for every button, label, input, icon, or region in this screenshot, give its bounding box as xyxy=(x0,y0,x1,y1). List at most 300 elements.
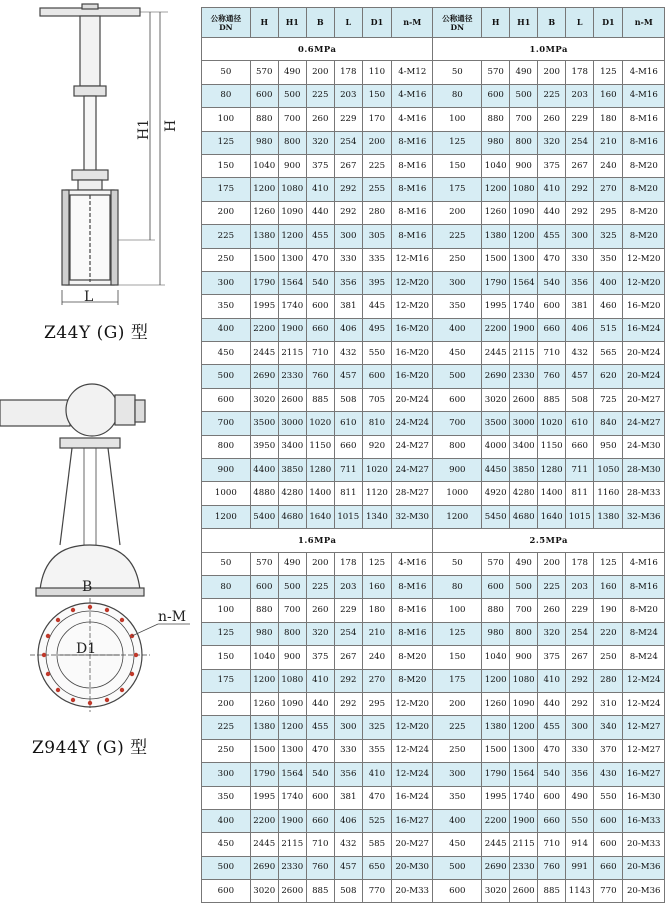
table-cell: 225 xyxy=(306,84,334,107)
table-cell: 600 xyxy=(594,833,623,856)
table-cell: 12-M24 xyxy=(392,739,433,762)
table-cell: 1900 xyxy=(510,809,538,832)
table-cell: 8-M16 xyxy=(392,575,433,598)
table-cell: 350 xyxy=(202,786,251,809)
h1-label: H1 xyxy=(136,118,152,140)
table-cell: 16-M20 xyxy=(392,342,433,365)
table-cell: 32-M36 xyxy=(623,505,665,528)
table-cell: 175 xyxy=(433,669,482,692)
table-cell: 150 xyxy=(362,84,391,107)
table-cell: 490 xyxy=(510,552,538,575)
table-cell: 800 xyxy=(433,435,482,458)
nm-header-right: n-M xyxy=(623,8,665,38)
table-cell: 710 xyxy=(306,833,334,856)
table-cell: 1380 xyxy=(250,225,278,248)
table-cell: 200 xyxy=(538,552,566,575)
table-cell: 600 xyxy=(362,365,391,388)
table-cell: 400 xyxy=(202,809,251,832)
table-cell: 1120 xyxy=(362,482,391,505)
table-row xyxy=(202,365,665,388)
table-cell: 980 xyxy=(482,131,510,154)
table-cell: 470 xyxy=(538,739,566,762)
table-cell: 770 xyxy=(594,880,623,903)
table-cell: 1790 xyxy=(482,271,510,294)
table-cell: 570 xyxy=(250,552,278,575)
table-cell: 1260 xyxy=(482,692,510,715)
table-cell: 550 xyxy=(594,786,623,809)
table-row xyxy=(202,178,665,201)
table-cell: 1080 xyxy=(510,669,538,692)
table-cell: 260 xyxy=(538,599,566,622)
table-cell: 1015 xyxy=(566,505,594,528)
table-cell: 610 xyxy=(566,412,594,435)
table-cell: 330 xyxy=(334,248,362,271)
table-cell: 80 xyxy=(202,84,251,107)
table-cell: 600 xyxy=(538,786,566,809)
table-cell: 210 xyxy=(594,131,623,154)
table-cell: 300 xyxy=(433,271,482,294)
table-row xyxy=(202,435,665,458)
table-cell: 711 xyxy=(566,459,594,482)
table-cell: 254 xyxy=(566,622,594,645)
table-cell: 2200 xyxy=(250,318,278,341)
table-cell: 1564 xyxy=(510,763,538,786)
table-cell: 2330 xyxy=(278,365,306,388)
table-cell: 3500 xyxy=(482,412,510,435)
h-header-left: H xyxy=(250,8,278,38)
table-cell: 12-M20 xyxy=(623,248,665,271)
table-cell: 270 xyxy=(362,669,391,692)
table-cell: 1143 xyxy=(566,880,594,903)
table-cell: 1150 xyxy=(538,435,566,458)
table-cell: 660 xyxy=(538,809,566,832)
table-cell: 980 xyxy=(482,622,510,645)
table-cell: 20-M27 xyxy=(392,833,433,856)
spec-table-wrap xyxy=(201,7,665,896)
table-cell: 28-M33 xyxy=(623,482,665,505)
table-cell: 470 xyxy=(306,248,334,271)
table-cell: 4680 xyxy=(510,505,538,528)
table-cell: 585 xyxy=(362,833,391,856)
table-cell: 270 xyxy=(594,178,623,201)
table-cell: 770 xyxy=(362,880,391,903)
table-cell: 267 xyxy=(566,646,594,669)
table-row xyxy=(202,248,665,271)
table-cell: 292 xyxy=(566,669,594,692)
table-cell: 355 xyxy=(362,739,391,762)
table-cell: 600 xyxy=(433,880,482,903)
table-cell: 292 xyxy=(334,692,362,715)
table-cell: 1160 xyxy=(594,482,623,505)
table-cell: 455 xyxy=(538,225,566,248)
table-cell: 125 xyxy=(433,622,482,645)
table-cell: 1040 xyxy=(482,154,510,177)
table-cell: 100 xyxy=(433,108,482,131)
table-cell: 8-M16 xyxy=(623,575,665,598)
table-cell: 16-M30 xyxy=(623,786,665,809)
table-cell: 1740 xyxy=(278,295,306,318)
table-cell: 1995 xyxy=(482,295,510,318)
table-cell: 2330 xyxy=(510,365,538,388)
table-cell: 16-M27 xyxy=(623,763,665,786)
dn-header-left: 公称通径 DN xyxy=(202,8,251,38)
table-cell: 280 xyxy=(594,669,623,692)
table-cell: 600 xyxy=(306,786,334,809)
table-cell: 410 xyxy=(306,669,334,692)
table-cell: 2445 xyxy=(482,342,510,365)
table-row xyxy=(202,809,665,832)
table-cell: 8-M16 xyxy=(392,622,433,645)
table-cell: 12-M20 xyxy=(392,716,433,739)
table-cell: 450 xyxy=(202,833,251,856)
table-cell: 700 xyxy=(278,599,306,622)
table-cell: 1000 xyxy=(202,482,251,505)
table-cell: 175 xyxy=(433,178,482,201)
table-cell: 540 xyxy=(538,763,566,786)
table-cell: 225 xyxy=(362,154,391,177)
table-cell: 4450 xyxy=(482,459,510,482)
table-cell: 20-M24 xyxy=(392,388,433,411)
table-cell: 24-M30 xyxy=(623,435,665,458)
table-cell: 1020 xyxy=(362,459,391,482)
table-cell: 710 xyxy=(306,342,334,365)
table-cell: 660 xyxy=(306,809,334,832)
table-cell: 280 xyxy=(362,201,391,224)
table-cell: 80 xyxy=(202,575,251,598)
nm-header-left: n-M xyxy=(392,8,433,38)
table-cell: 8-M16 xyxy=(392,178,433,201)
table-cell: 3020 xyxy=(482,880,510,903)
table-cell: 760 xyxy=(538,365,566,388)
table-cell: 1200 xyxy=(510,716,538,739)
table-cell: 267 xyxy=(334,646,362,669)
table-cell: 500 xyxy=(433,856,482,879)
table-cell: 565 xyxy=(594,342,623,365)
table-cell: 515 xyxy=(594,318,623,341)
table-row xyxy=(202,271,665,294)
table-cell: 200 xyxy=(306,552,334,575)
table-cell: 660 xyxy=(594,856,623,879)
table-cell: 16-M24 xyxy=(392,786,433,809)
table-cell: 1500 xyxy=(250,739,278,762)
table-cell: 900 xyxy=(433,459,482,482)
table-cell: 125 xyxy=(433,131,482,154)
table-row xyxy=(202,763,665,786)
table-cell: 50 xyxy=(433,552,482,575)
table-cell: 203 xyxy=(334,84,362,107)
table-cell: 1015 xyxy=(334,505,362,528)
table-cell: 12-M20 xyxy=(392,271,433,294)
table-cell: 356 xyxy=(334,271,362,294)
electric-valve-drawing xyxy=(0,384,190,712)
table-cell: 300 xyxy=(202,763,251,786)
table-cell: 325 xyxy=(594,225,623,248)
table-cell: 700 xyxy=(433,412,482,435)
table-cell: 600 xyxy=(250,84,278,107)
table-cell: 525 xyxy=(362,809,391,832)
table-cell: 660 xyxy=(538,318,566,341)
table-cell: 8-M24 xyxy=(623,646,665,669)
d1-header-right: D1 xyxy=(594,8,623,38)
table-cell: 1740 xyxy=(278,786,306,809)
table-cell: 225 xyxy=(202,225,251,248)
table-cell: 200 xyxy=(362,131,391,154)
table-cell: 225 xyxy=(538,575,566,598)
table-cell: 1040 xyxy=(250,646,278,669)
table-cell: 200 xyxy=(306,61,334,84)
table-cell: 395 xyxy=(362,271,391,294)
table-cell: 210 xyxy=(362,622,391,645)
table-cell: 1040 xyxy=(482,646,510,669)
table-cell: 450 xyxy=(433,342,482,365)
table-cell: 2115 xyxy=(278,833,306,856)
table-cell: 225 xyxy=(538,84,566,107)
table-cell: 406 xyxy=(334,809,362,832)
table-cell: 540 xyxy=(538,271,566,294)
table-row xyxy=(202,786,665,809)
table-cell: 16-M24 xyxy=(623,318,665,341)
table-cell: 700 xyxy=(202,412,251,435)
table-cell: 660 xyxy=(566,435,594,458)
table-cell: 3400 xyxy=(278,435,306,458)
l-header-left: L xyxy=(334,8,362,38)
table-cell: 220 xyxy=(594,622,623,645)
table-cell: 4000 xyxy=(482,435,510,458)
table-cell: 570 xyxy=(482,61,510,84)
table-cell: 600 xyxy=(202,880,251,903)
table-cell: 24-M27 xyxy=(392,435,433,458)
table-row xyxy=(202,646,665,669)
table-cell: 1500 xyxy=(482,739,510,762)
table-cell: 350 xyxy=(433,295,482,318)
table-cell: 254 xyxy=(334,622,362,645)
table-cell: 320 xyxy=(538,131,566,154)
table-cell: 1200 xyxy=(482,669,510,692)
table-cell: 2115 xyxy=(510,833,538,856)
table-cell: 4280 xyxy=(278,482,306,505)
table-cell: 260 xyxy=(538,108,566,131)
bottom-model-caption: Z944Y (G) 型 xyxy=(32,738,148,758)
pressure-section-row xyxy=(202,38,665,61)
table-cell: 1090 xyxy=(510,692,538,715)
table-cell: 540 xyxy=(306,271,334,294)
table-cell: 811 xyxy=(334,482,362,505)
d1-header-left: D1 xyxy=(362,8,391,38)
table-cell: 12-M27 xyxy=(623,716,665,739)
table-cell: 225 xyxy=(306,575,334,598)
table-cell: 175 xyxy=(202,178,251,201)
table-cell: 178 xyxy=(566,61,594,84)
table-cell: 1200 xyxy=(250,669,278,692)
table-cell: 1200 xyxy=(510,225,538,248)
table-cell: 100 xyxy=(433,599,482,622)
table-row xyxy=(202,342,665,365)
table-cell: 455 xyxy=(306,225,334,248)
table-cell: 375 xyxy=(538,646,566,669)
table-cell: 1200 xyxy=(278,225,306,248)
table-cell: 160 xyxy=(362,575,391,598)
table-cell: 150 xyxy=(433,154,482,177)
table-cell: 1080 xyxy=(278,178,306,201)
table-cell: 880 xyxy=(250,108,278,131)
l-header-right: L xyxy=(566,8,594,38)
table-cell: 490 xyxy=(566,786,594,809)
table-row xyxy=(202,84,665,107)
table-cell: 1790 xyxy=(250,271,278,294)
table-cell: 330 xyxy=(334,739,362,762)
table-cell: 885 xyxy=(538,880,566,903)
nm-label: n-M xyxy=(158,609,187,625)
table-cell: 440 xyxy=(306,692,334,715)
table-cell: 80 xyxy=(433,84,482,107)
table-cell: 3400 xyxy=(510,435,538,458)
table-cell: 1200 xyxy=(202,505,251,528)
table-cell: 840 xyxy=(594,412,623,435)
table-cell: 760 xyxy=(306,856,334,879)
table-cell: 325 xyxy=(362,716,391,739)
table-cell: 295 xyxy=(362,692,391,715)
table-cell: 440 xyxy=(538,201,566,224)
table-cell: 600 xyxy=(538,295,566,318)
table-cell: 180 xyxy=(362,599,391,622)
table-cell: 1564 xyxy=(278,271,306,294)
table-cell: 12-M20 xyxy=(623,271,665,294)
table-row xyxy=(202,622,665,645)
table-cell: 1564 xyxy=(510,271,538,294)
table-cell: 20-M36 xyxy=(623,880,665,903)
table-row xyxy=(202,154,665,177)
table-cell: 1280 xyxy=(306,459,334,482)
table-cell: 350 xyxy=(202,295,251,318)
table-cell: 490 xyxy=(278,61,306,84)
table-cell: 5450 xyxy=(482,505,510,528)
table-cell: 811 xyxy=(566,482,594,505)
table-cell: 260 xyxy=(306,599,334,622)
table-cell: 725 xyxy=(594,388,623,411)
table-cell: 540 xyxy=(306,763,334,786)
table-cell: 292 xyxy=(334,669,362,692)
table-cell: 1500 xyxy=(482,248,510,271)
table-cell: 8-M24 xyxy=(623,622,665,645)
table-cell: 410 xyxy=(538,178,566,201)
table-row xyxy=(202,108,665,131)
table-cell: 885 xyxy=(306,880,334,903)
table-cell: 250 xyxy=(433,248,482,271)
table-cell: 4-M16 xyxy=(392,108,433,131)
table-cell: 125 xyxy=(202,622,251,645)
table-cell: 880 xyxy=(250,599,278,622)
table-cell: 508 xyxy=(334,388,362,411)
table-cell: 267 xyxy=(566,154,594,177)
table-cell: 1260 xyxy=(250,201,278,224)
table-cell: 1300 xyxy=(510,248,538,271)
table-cell: 320 xyxy=(538,622,566,645)
table-cell: 3000 xyxy=(278,412,306,435)
table-cell: 500 xyxy=(202,365,251,388)
table-cell: 356 xyxy=(334,763,362,786)
table-cell: 450 xyxy=(202,342,251,365)
table-cell: 1300 xyxy=(278,739,306,762)
table-cell: 20-M33 xyxy=(623,833,665,856)
table-cell: 810 xyxy=(362,412,391,435)
table-cell: 900 xyxy=(510,154,538,177)
table-cell: 980 xyxy=(250,622,278,645)
table-cell: 1995 xyxy=(250,295,278,318)
pressure-title-left: 1.6MPa xyxy=(202,529,433,552)
table-cell: 3000 xyxy=(510,412,538,435)
table-cell: 4-M16 xyxy=(392,84,433,107)
table-cell: 330 xyxy=(566,248,594,271)
spec-table xyxy=(201,7,665,903)
table-cell: 310 xyxy=(594,692,623,715)
table-cell: 600 xyxy=(433,388,482,411)
table-cell: 8-M20 xyxy=(623,178,665,201)
table-cell: 8-M20 xyxy=(392,646,433,669)
table-cell: 508 xyxy=(566,388,594,411)
table-cell: 490 xyxy=(278,552,306,575)
table-cell: 700 xyxy=(278,108,306,131)
table-cell: 660 xyxy=(334,435,362,458)
table-cell: 100 xyxy=(202,108,251,131)
table-cell: 381 xyxy=(566,295,594,318)
table-row xyxy=(202,575,665,598)
table-cell: 254 xyxy=(334,131,362,154)
table-cell: 200 xyxy=(433,201,482,224)
table-cell: 3020 xyxy=(482,388,510,411)
table-cell: 900 xyxy=(510,646,538,669)
table-cell: 4920 xyxy=(482,482,510,505)
table-cell: 1790 xyxy=(250,763,278,786)
table-cell: 920 xyxy=(362,435,391,458)
table-cell: 710 xyxy=(538,342,566,365)
table-cell: 600 xyxy=(250,575,278,598)
table-cell: 292 xyxy=(334,201,362,224)
table-cell: 4280 xyxy=(510,482,538,505)
table-cell: 160 xyxy=(594,575,623,598)
table-cell: 1080 xyxy=(278,669,306,692)
table-cell: 2690 xyxy=(250,856,278,879)
table-cell: 600 xyxy=(306,295,334,318)
table-cell: 240 xyxy=(362,646,391,669)
table-cell: 1380 xyxy=(482,716,510,739)
table-cell: 457 xyxy=(334,856,362,879)
table-cell: 440 xyxy=(306,201,334,224)
table-cell: 3850 xyxy=(278,459,306,482)
pressure-section-row xyxy=(202,529,665,552)
table-cell: 440 xyxy=(538,692,566,715)
table-cell: 2445 xyxy=(250,833,278,856)
table-row xyxy=(202,295,665,318)
table-cell: 292 xyxy=(566,178,594,201)
table-cell: 8-M16 xyxy=(623,108,665,131)
table-cell: 410 xyxy=(538,669,566,692)
table-cell: 350 xyxy=(594,248,623,271)
table-cell: 254 xyxy=(566,131,594,154)
table-cell: 991 xyxy=(566,856,594,879)
table-cell: 800 xyxy=(510,622,538,645)
table-cell: 430 xyxy=(594,763,623,786)
table-cell: 500 xyxy=(278,84,306,107)
table-cell: 2690 xyxy=(482,365,510,388)
table-cell: 1380 xyxy=(594,505,623,528)
b-header-right: B xyxy=(538,8,566,38)
table-cell: 292 xyxy=(334,178,362,201)
table-cell: 455 xyxy=(306,716,334,739)
table-cell: 8-M16 xyxy=(392,225,433,248)
table-cell: 203 xyxy=(566,84,594,107)
table-row xyxy=(202,459,665,482)
table-cell: 340 xyxy=(594,716,623,739)
